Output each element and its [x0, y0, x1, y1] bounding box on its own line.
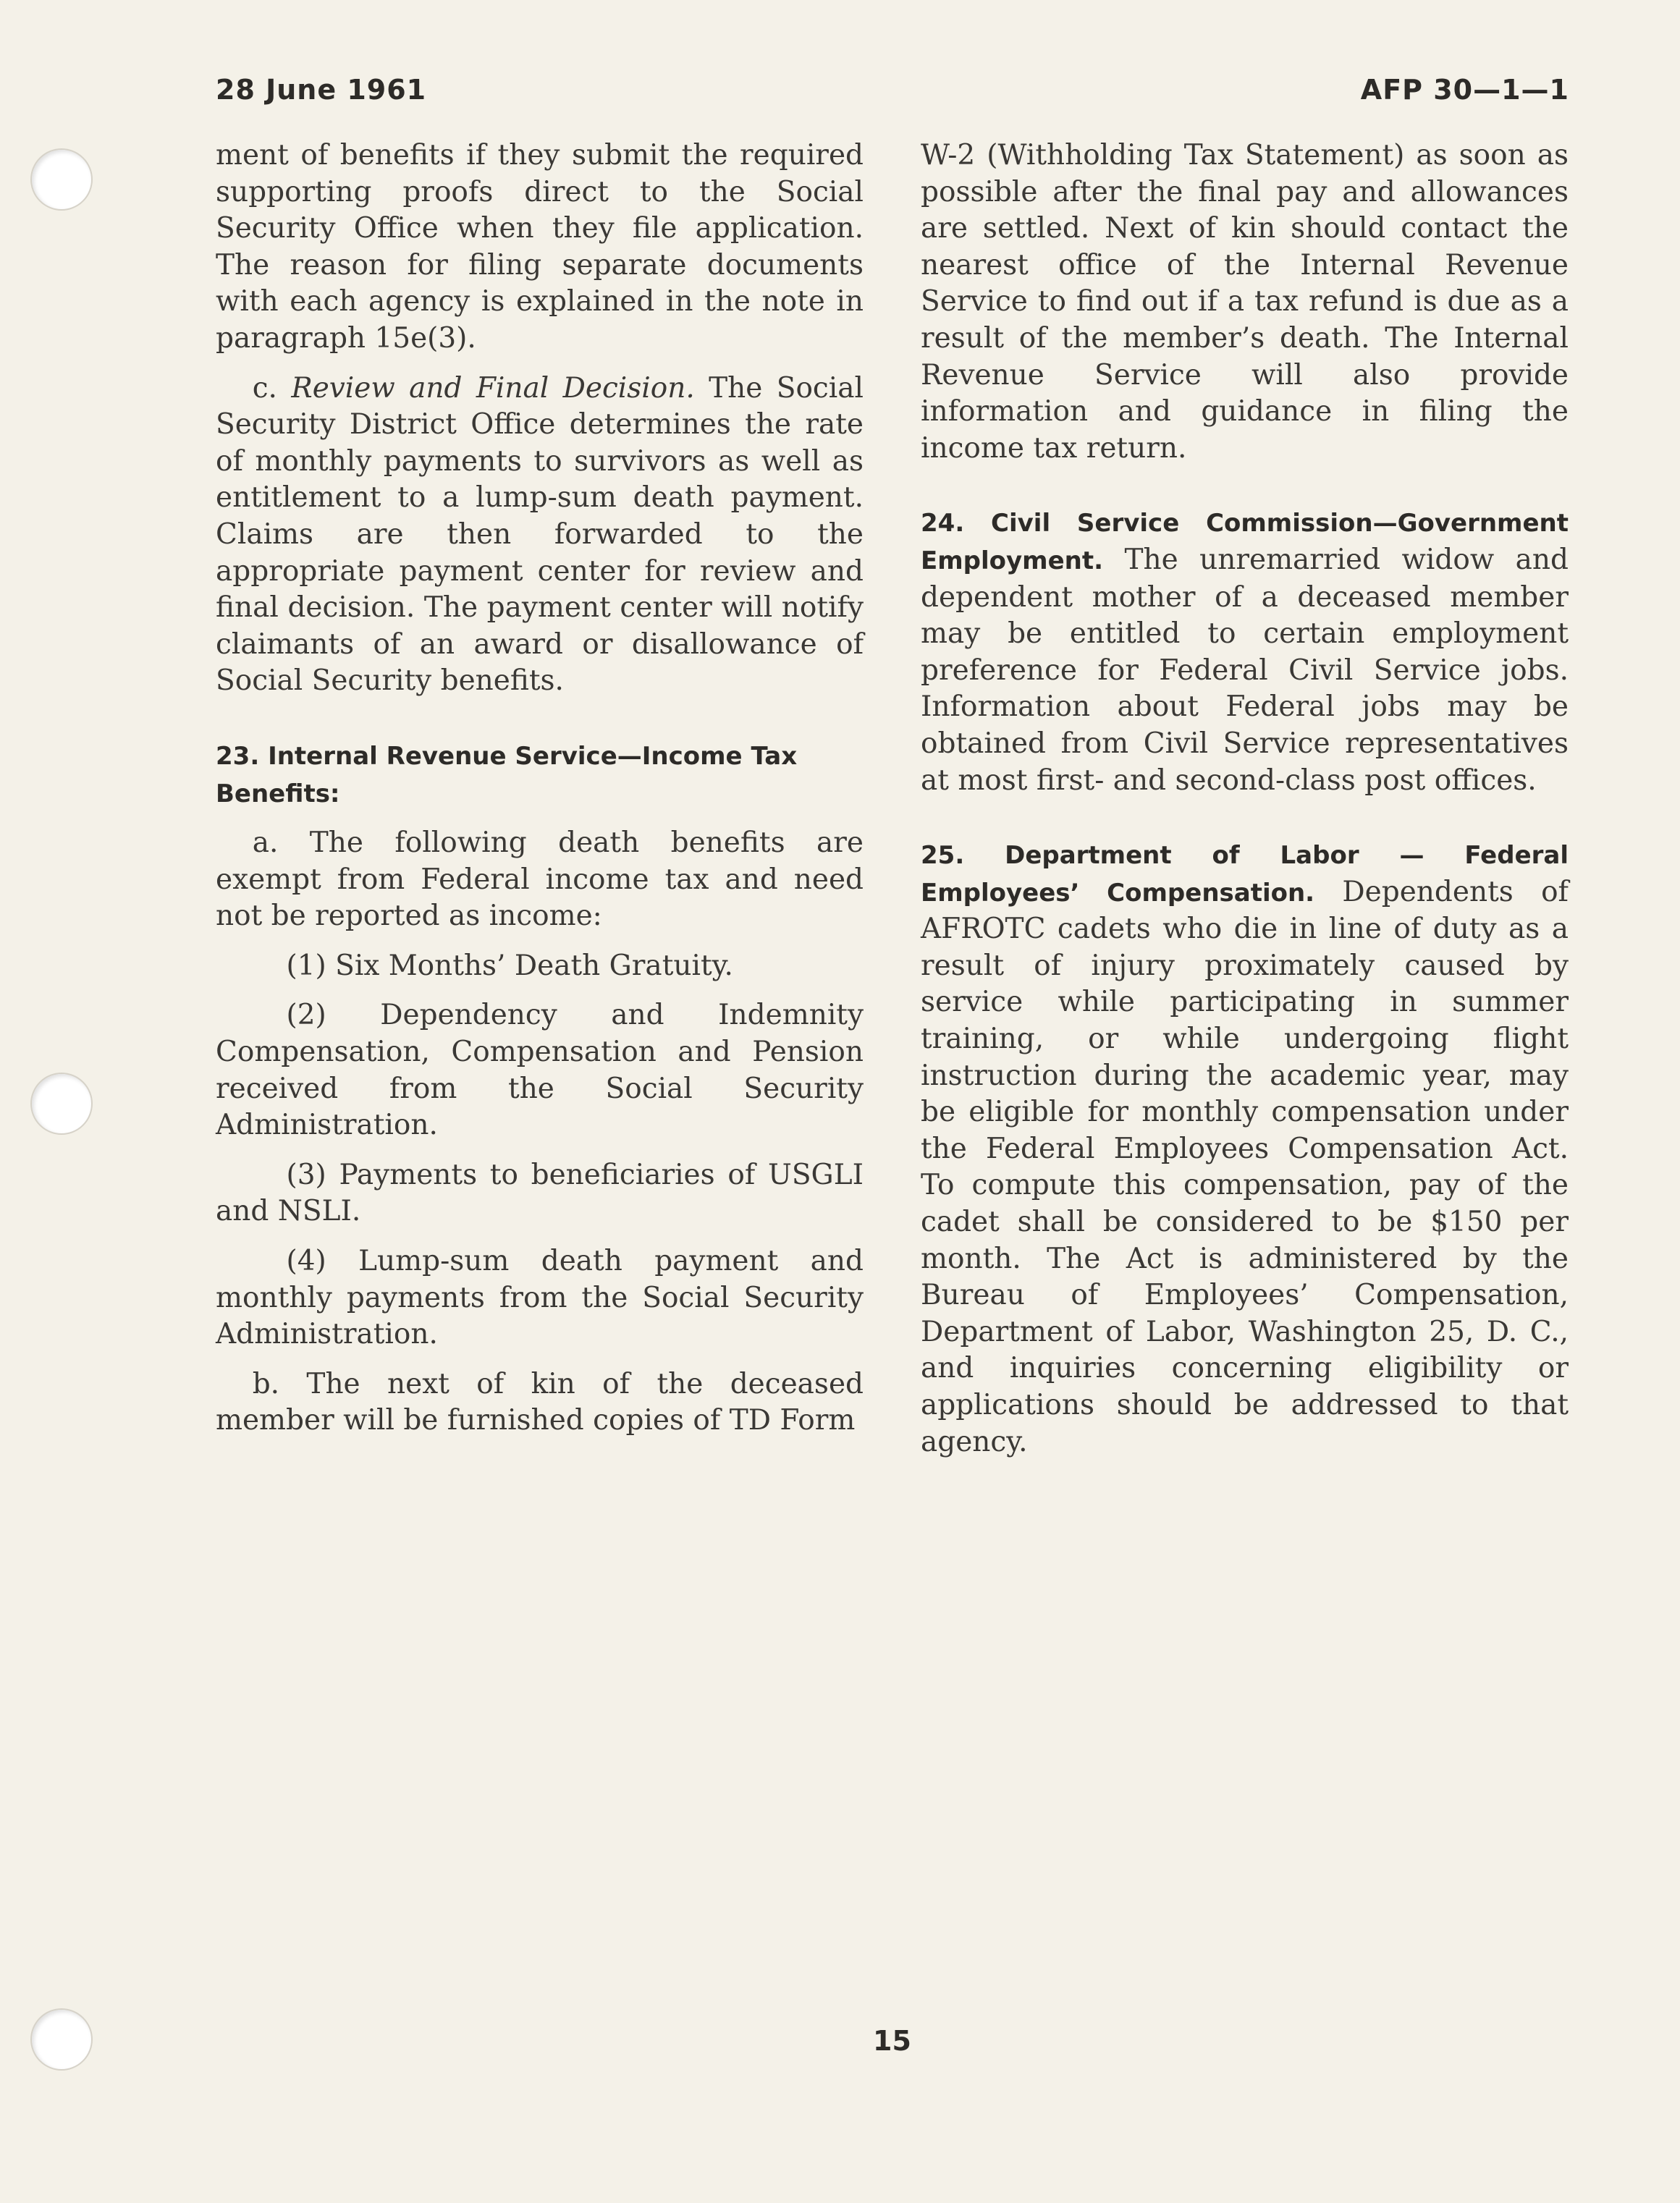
- right-column: [921, 138, 1569, 1473]
- section-24-text: The unremarried widow and dependent mother of a deceased member may be entitled to certain employment preference for Federal Civil Service jobs. Information about Federal jobs may be obtained from Civil Service representatives at most first- and second-class post offices.: [921, 543, 1569, 797]
- list-item-2: (2) Dependency and Indemnity Compensation, Compensation and Pension received from the Social Security Administration.: [216, 999, 864, 1142]
- list-item-1: (1) Six Months’ Death Gratuity.: [286, 949, 733, 982]
- paragraph-text: The Social Security District Office determines the rate of monthly payments to survivors as well as entitlement to a lump-sum death payment. Claims are then forwarded to the appropriate payment center for review and final decision. The payment center will notify claimants of an award or disallowance of Social Security benefits.: [216, 371, 864, 698]
- punch-hole-bottom: [30, 2008, 93, 2071]
- paragraph-23a: a. The following death benefits are exempt from Federal income tax and need not be reported as income:: [216, 826, 864, 933]
- item-label: c.: [252, 371, 277, 405]
- section-23-heading: 23. Internal Revenue Service—Income Tax Benefits:: [216, 741, 798, 808]
- paragraph: W-2 (Withholding Tax Statement) as soon as possible after the final pay and allowances are settled. Next of kin should contact the nearest office of the Internal Revenue Service to find out if a tax refund is due as a result of the member’s death. The Internal Revenue Service will also provide information and guidance in filing the income tax return.: [921, 139, 1569, 465]
- paragraph-23b: b. The next of kin of the deceased member will be furnished copies of TD Form: [216, 1367, 864, 1437]
- section-25-heading: 25. Department of Labor — Federal Employees’ Compensation.: [921, 841, 1569, 908]
- header-doc-id: AFP 30—1—1: [1360, 74, 1569, 106]
- left-column: [216, 138, 864, 1453]
- list-item-4: (4) Lump-sum death payment and monthly payments from the Social Security Administration.: [216, 1245, 864, 1351]
- section-24: [921, 504, 1569, 799]
- punch-hole-middle: [30, 1073, 93, 1135]
- paragraph-review: [216, 371, 864, 700]
- list-item-3: (3) Payments to beneficiaries of USGLI and NSLI.: [216, 1158, 864, 1228]
- punch-hole-top: [30, 148, 93, 211]
- section-24-heading: 24. Civil Service Commission—Government Employment.: [921, 509, 1569, 575]
- header-date: 28 June 1961: [216, 74, 427, 106]
- page-number: 15: [873, 2025, 911, 2057]
- section-25: [921, 837, 1569, 1460]
- section-25-text: Dependents of AFROTC cadets who die in line of duty as a result of injury proximately caused by service while participating in summer training, or while undergoing flight instruction during the academic year, may be eligible for monthly compensation under the Federal Employees Compensation Act. To compute this compensation, pay of the cadet shall be considered to be $150 per month. The Act is administered by the Bureau of Employees’ Compensation, Department of Labor, Washington 25, D. C., and inquiries concerning eligibility or applications should be addressed to that agency.: [921, 875, 1569, 1458]
- paragraph: ment of benefits if they submit the required supporting proofs direct to the Social Security Office when they file application. The reason for filing separate documents with each agency is explained in the note in paragraph 15e(3).: [216, 139, 864, 355]
- subheading-review: Review and Final Decision.: [291, 371, 695, 405]
